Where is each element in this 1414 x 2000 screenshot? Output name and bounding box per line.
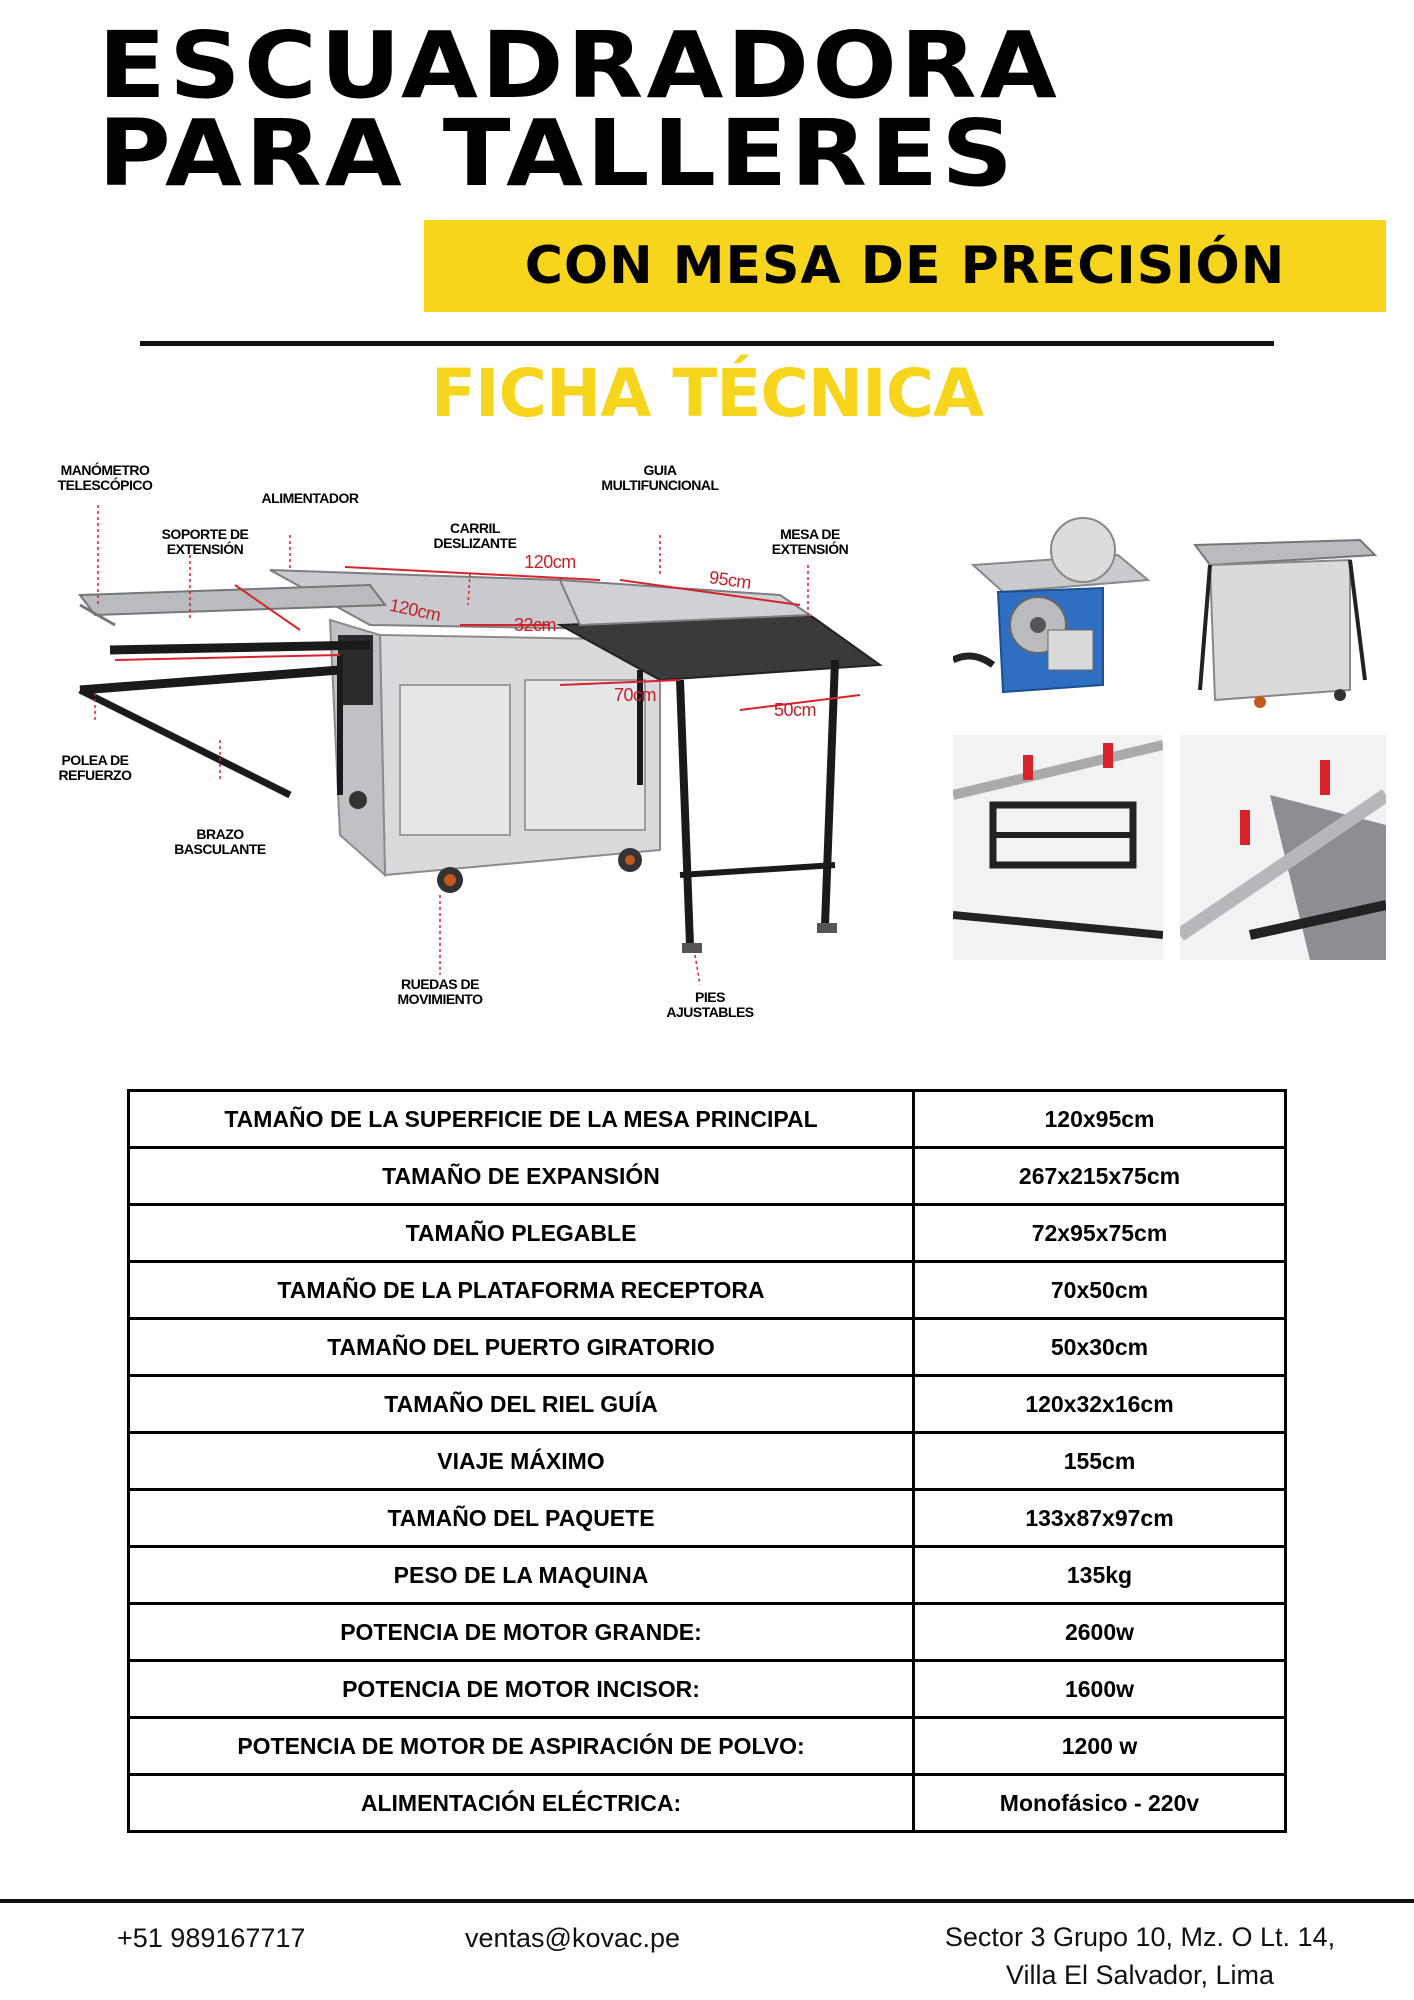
dimension-120: 120cm xyxy=(524,552,576,572)
footer-address-line-2: Villa El Salvador, Lima xyxy=(1005,1960,1275,1990)
subtitle: CON MESA DE PRECISIÓN xyxy=(524,236,1286,296)
photo-extension-frame xyxy=(953,735,1163,960)
spec-row xyxy=(129,1661,1286,1718)
spec-label: ALIMENTACIÓN ELÉCTRICA: xyxy=(129,1775,914,1832)
label-soporte: SOPORTE DE EXTENSIÓN xyxy=(161,526,249,557)
title-line-2: PARA TALLERES xyxy=(98,100,1017,207)
spec-row xyxy=(129,1319,1286,1376)
folded-machine-image xyxy=(1190,520,1380,715)
spec-label: TAMAÑO DE LA SUPERFICIE DE LA MESA PRINCIPAL xyxy=(129,1091,914,1148)
label-alimentador: ALIMENTADOR xyxy=(261,490,359,506)
spec-label: TAMAÑO PLEGABLE xyxy=(129,1205,914,1262)
blade-unit-image xyxy=(953,510,1153,710)
spec-label: TAMAÑO DE LA PLATAFORMA RECEPTORA xyxy=(129,1262,914,1319)
spec-row xyxy=(129,1775,1286,1832)
spec-row xyxy=(129,1262,1286,1319)
machine-diagram xyxy=(40,455,890,1025)
spec-value: 2600w xyxy=(914,1604,1286,1661)
spec-label: POTENCIA DE MOTOR GRANDE: xyxy=(129,1604,914,1661)
spec-value: 135kg xyxy=(914,1547,1286,1604)
dimension-32: 32cm xyxy=(513,615,556,635)
spec-label: TAMAÑO DEL PAQUETE xyxy=(129,1490,914,1547)
spec-row xyxy=(129,1376,1286,1433)
photo-clamp-detail xyxy=(1180,735,1386,960)
spec-label: TAMAÑO DEL PUERTO GIRATORIO xyxy=(129,1319,914,1376)
label-manometro: MANÓMETRO TELESCÓPICO xyxy=(57,462,153,493)
label-ruedas: RUEDAS DE MOVIMIENTO xyxy=(397,976,483,1007)
spec-row xyxy=(129,1148,1286,1205)
photo-blade-unit xyxy=(953,510,1153,710)
spec-row xyxy=(129,1604,1286,1661)
title-line-1: ESCUADRADORA xyxy=(98,12,1060,119)
label-pies: PIES AJUSTABLES xyxy=(666,989,754,1020)
spec-value: 1600w xyxy=(914,1661,1286,1718)
spec-value: 267x215x75cm xyxy=(914,1148,1286,1205)
dimension-50: 50cm xyxy=(773,700,816,720)
label-polea: POLEA DE REFUERZO xyxy=(58,752,132,783)
section-title: FICHA TÉCNICA xyxy=(430,355,984,432)
label-carril: CARRIL DESLIZANTE xyxy=(433,520,517,551)
footer-divider xyxy=(0,1899,1414,1903)
subtitle-banner xyxy=(424,220,1386,312)
spec-label: TAMAÑO DEL RIEL GUÍA xyxy=(129,1376,914,1433)
spec-value: 133x87x97cm xyxy=(914,1490,1286,1547)
footer-address-line-1: Sector 3 Grupo 10, Mz. O Lt. 14, xyxy=(944,1922,1336,1952)
spec-row xyxy=(129,1205,1286,1262)
label-brazo: BRAZO BASCULANTE xyxy=(174,826,266,857)
clamp-detail-image xyxy=(1180,735,1386,960)
spec-value: 72x95x75cm xyxy=(914,1205,1286,1262)
spec-value: 50x30cm xyxy=(914,1319,1286,1376)
spec-value: 155cm xyxy=(914,1433,1286,1490)
spec-value: 120x32x16cm xyxy=(914,1376,1286,1433)
spec-label: POTENCIA DE MOTOR DE ASPIRACIÓN DE POLVO: xyxy=(129,1718,914,1775)
spec-label: PESO DE LA MAQUINA xyxy=(129,1547,914,1604)
spec-value: 1200 w xyxy=(914,1718,1286,1775)
extension-frame-image xyxy=(953,735,1163,960)
label-guia: GUIA MULTIFUNCIONAL xyxy=(601,462,719,493)
dimension-120b: 120cm xyxy=(387,594,443,626)
dimension-95: 95cm xyxy=(707,567,753,593)
page-title xyxy=(98,12,1060,207)
spec-value: Monofásico - 220v xyxy=(914,1775,1286,1832)
spec-row xyxy=(129,1718,1286,1775)
spec-value: 120x95cm xyxy=(914,1091,1286,1148)
spec-row xyxy=(129,1091,1286,1148)
spec-row xyxy=(129,1490,1286,1547)
spec-row xyxy=(129,1433,1286,1490)
spec-row xyxy=(129,1547,1286,1604)
spec-label: POTENCIA DE MOTOR INCISOR: xyxy=(129,1661,914,1718)
spec-table xyxy=(127,1089,1287,1833)
footer-email[interactable]: ventas@kovac.pe xyxy=(465,1923,681,1953)
photo-folded-machine xyxy=(1190,520,1380,715)
spec-label: TAMAÑO DE EXPANSIÓN xyxy=(129,1148,914,1205)
footer-address xyxy=(880,1918,1400,1994)
spec-value: 70x50cm xyxy=(914,1262,1286,1319)
dimension-70: 70cm xyxy=(613,685,656,705)
header-divider xyxy=(140,341,1274,346)
spec-label: VIAJE MÁXIMO xyxy=(129,1433,914,1490)
label-mesa-extension: MESA DE EXTENSIÓN xyxy=(771,526,849,557)
footer-phone[interactable]: +51 989167717 xyxy=(117,1923,306,1953)
